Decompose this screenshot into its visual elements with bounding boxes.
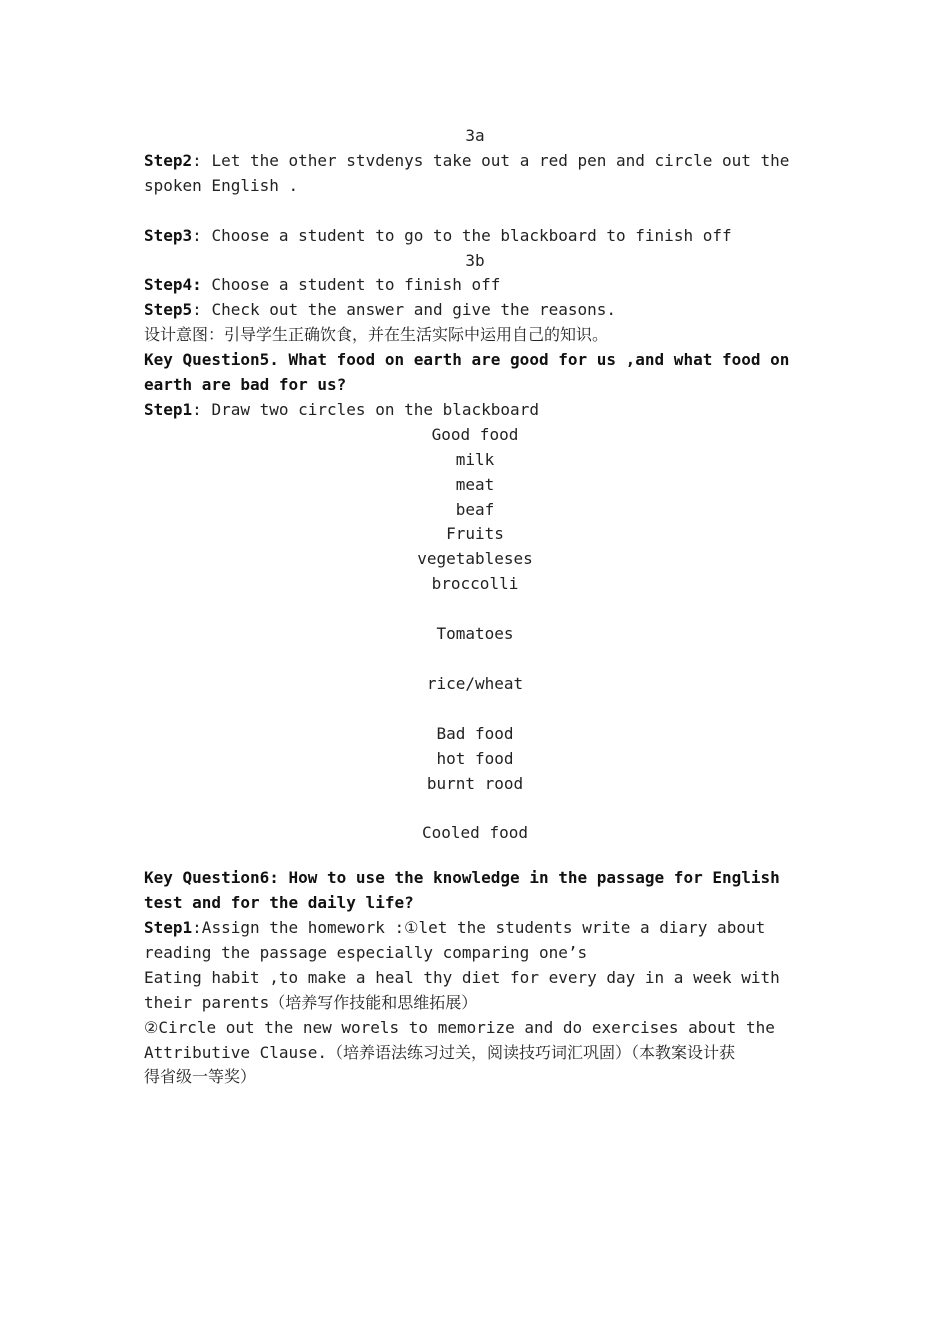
document-body — [144, 124, 814, 1090]
kq6-step1-line7: 得省级一等奖） — [144, 1067, 257, 1087]
step2-line — [144, 149, 814, 174]
good-food-item: beaf — [455, 499, 495, 519]
good-food-item: vegetableses — [417, 549, 533, 569]
step5-text: : Check out the answer and give the reasons. — [192, 300, 617, 320]
good-food-list — [0, 423, 950, 722]
step5-label: Step5 — [144, 300, 193, 320]
step2-line-continued: spoken English . — [144, 175, 299, 195]
kq6-step1-line5: ②Circle out the new worels to memorize and do exercises about the — [144, 1017, 775, 1037]
bad-food-list — [0, 722, 950, 847]
step4-text: Choose a student to finish off — [201, 275, 501, 295]
step5-line — [144, 298, 814, 323]
kq5-step1-label: Step1 — [144, 399, 193, 419]
kq5-step1-text: : Draw two circles on the blackboard — [192, 399, 539, 419]
design-intent: 设计意图：引导学生正确饮食，并在生活实际中运用自己的知识。 — [144, 325, 609, 345]
good-food-item: meat — [455, 474, 495, 494]
step4-line — [144, 273, 814, 298]
step3-line — [144, 224, 814, 249]
good-food-item: Tomatoes — [436, 624, 514, 644]
kq6-step1-line — [144, 916, 814, 941]
good-food-item: Fruits — [446, 524, 504, 544]
blank-line — [0, 647, 950, 672]
key-question6-line2: test and for the daily life? — [144, 893, 414, 913]
section-3a-label: 3a — [465, 126, 485, 145]
blank-line — [144, 199, 814, 224]
kq6-step1-text: :Assign the homework :①let the students write a diary about — [192, 918, 766, 938]
step2-label: Step2 — [144, 150, 193, 170]
good-food-item: rice/wheat — [426, 673, 524, 693]
key-question5-line1: Key Question5. What food on earth are good for us ,and what food on — [144, 350, 790, 370]
good-food-item: broccolli — [431, 574, 519, 594]
kq6-step1-line6: Attributive Clause.（培养语法练习过关，阅读技巧词汇巩固）（本教案设计获 — [144, 1042, 736, 1062]
section-3b-label: 3b — [465, 250, 485, 270]
key-question5-line2: earth are bad for us? — [144, 375, 347, 395]
step2-text: : Let the other stvdenys take out a red pen and circle out the — [192, 150, 790, 170]
good-food-heading: Good food — [431, 424, 519, 444]
bad-food-item: Cooled food — [422, 823, 528, 843]
blank-line — [0, 597, 950, 622]
step3-text: : Choose a student to go to the blackboard to finish off — [192, 225, 732, 245]
kq6-step1-label: Step1 — [144, 918, 193, 938]
step4-label: Step4: — [144, 275, 202, 295]
blank-line — [0, 697, 950, 722]
spacer — [144, 846, 814, 866]
bad-food-heading: Bad food — [436, 723, 514, 743]
kq6-step1-line3: Eating habit ,to make a heal thy diet for every day in a week with — [144, 967, 780, 987]
kq6-step1-line2: reading the passage especially comparing one’s — [144, 942, 588, 962]
step3-label: Step3 — [144, 225, 193, 245]
blank-line — [0, 796, 950, 821]
kq6-step1-line4: their parents（培养写作技能和思维拓展） — [144, 992, 478, 1012]
good-food-item: milk — [455, 449, 495, 469]
key-question6-line1: Key Question6: How to use the knowledge in the passage for English — [144, 868, 780, 888]
kq5-step1-line — [144, 398, 814, 423]
bad-food-item: burnt rood — [426, 773, 524, 793]
bad-food-item: hot food — [436, 748, 514, 768]
